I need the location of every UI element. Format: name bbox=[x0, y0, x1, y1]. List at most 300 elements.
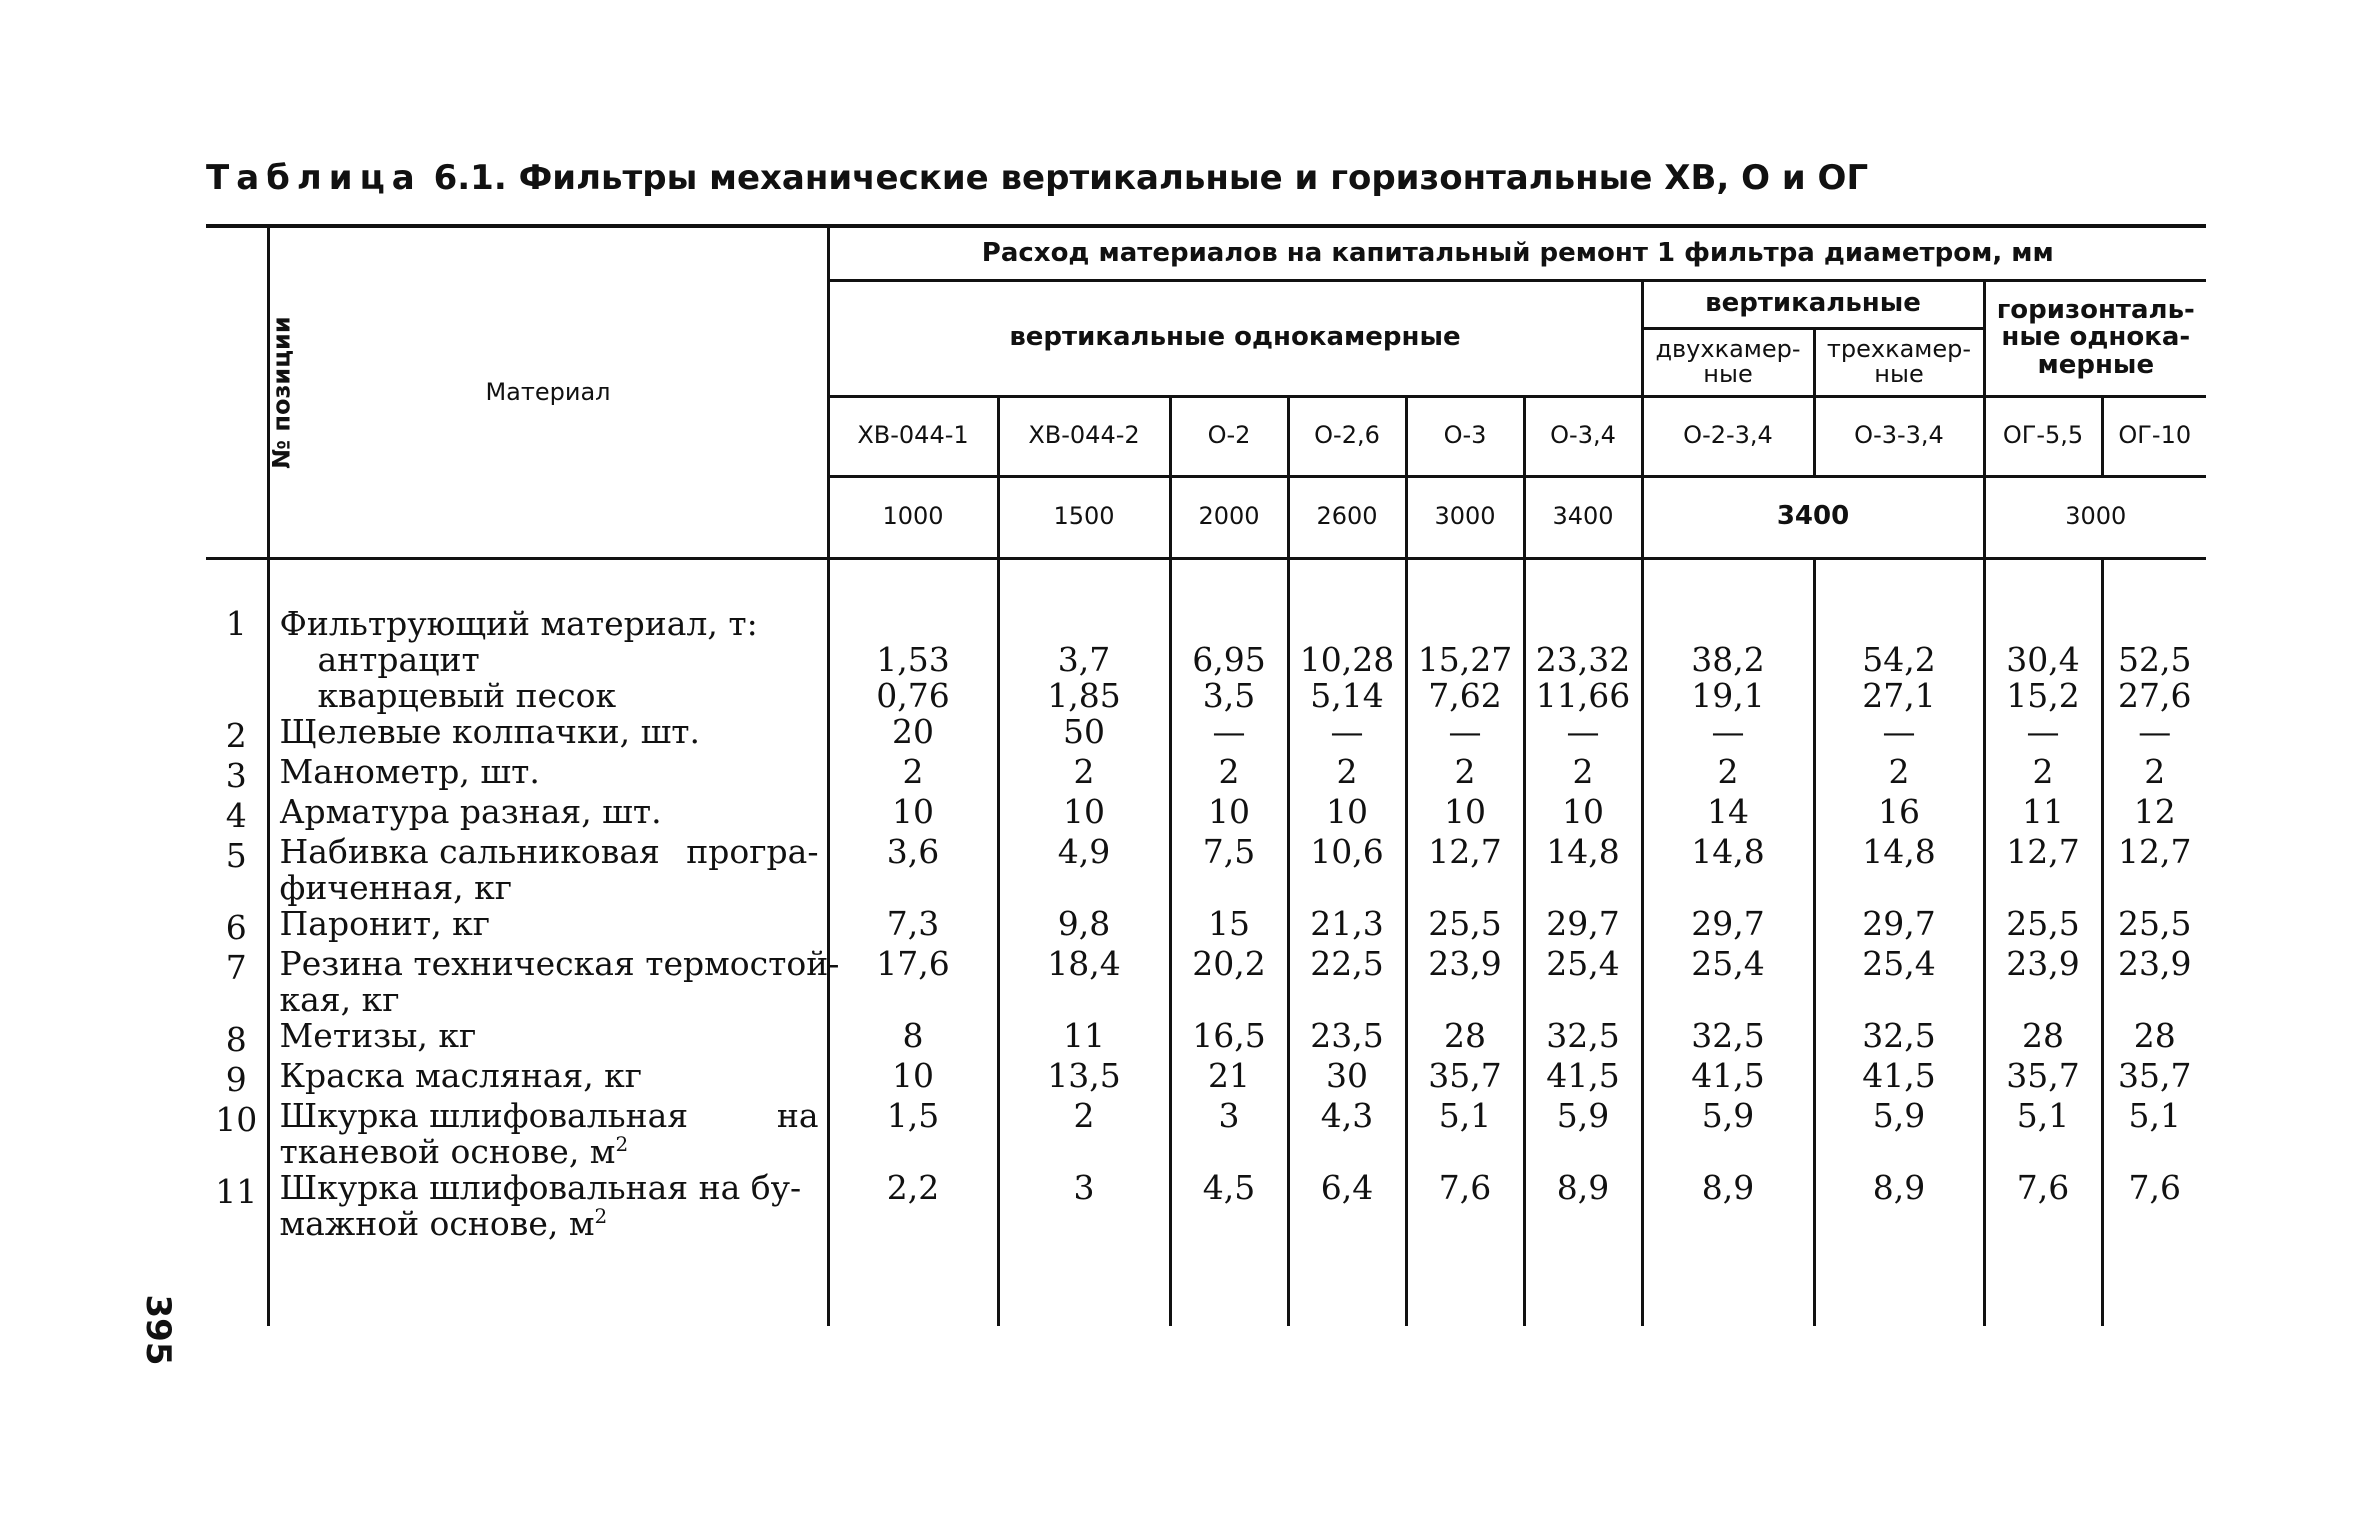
value-cell bbox=[1984, 558, 2102, 714]
value-cell bbox=[1814, 1167, 1984, 1242]
filler-row bbox=[206, 1242, 2206, 1326]
material-name-line1: Резина техническая термостой- bbox=[279, 943, 840, 983]
value-cell bbox=[2102, 831, 2206, 906]
value: 14,8 bbox=[1691, 831, 1765, 871]
material-name-part: фиченная, кг bbox=[279, 867, 513, 907]
value-cell bbox=[2102, 903, 2206, 946]
value: 7,6 bbox=[2128, 1167, 2182, 1207]
value: 27,1 bbox=[1862, 675, 1936, 715]
value-cell bbox=[1288, 1015, 1406, 1058]
value-cell bbox=[1642, 831, 1814, 906]
value: 21 bbox=[1208, 1055, 1250, 1095]
value-cell bbox=[1406, 943, 1524, 1018]
value-cell bbox=[998, 1167, 1170, 1242]
material-name-part: Шкурка шлифовальная bbox=[279, 1095, 689, 1135]
value-cell bbox=[1814, 711, 1984, 754]
value-cell bbox=[998, 1015, 1170, 1058]
value-cell bbox=[1288, 791, 1406, 834]
value: — bbox=[1882, 711, 1916, 751]
value: 25,5 bbox=[2006, 903, 2080, 943]
table-row bbox=[206, 906, 2206, 946]
table-row bbox=[206, 754, 2206, 794]
material-cell bbox=[268, 791, 828, 834]
three-chamber-header: трехкамер-ные bbox=[1814, 328, 1984, 396]
position-number: 11 bbox=[215, 1171, 258, 1211]
value: 5,1 bbox=[1438, 1095, 1492, 1135]
value: 4,5 bbox=[1202, 1167, 1256, 1207]
value: 19,1 bbox=[1691, 675, 1765, 715]
value: 32,5 bbox=[1546, 1015, 1620, 1055]
material-name-line1 bbox=[279, 831, 819, 871]
value-cell bbox=[1288, 943, 1406, 1018]
value-cell bbox=[828, 791, 998, 834]
value-cell bbox=[1524, 831, 1642, 906]
value-cell bbox=[1642, 751, 1814, 794]
value-cell bbox=[1814, 943, 1984, 1018]
value: 4,3 bbox=[1320, 1095, 1374, 1135]
value: 52,5 bbox=[2118, 639, 2192, 679]
material-cell bbox=[268, 903, 828, 946]
value: 14 bbox=[1707, 791, 1749, 831]
table-row bbox=[206, 558, 2206, 714]
value-cell bbox=[1406, 1167, 1524, 1242]
position-cell bbox=[206, 1170, 268, 1242]
value: 11 bbox=[2022, 791, 2064, 831]
material-name-part: мажной основе, м bbox=[279, 1203, 595, 1243]
horizontal-header: горизонталь-ные однока-мерные bbox=[1984, 280, 2206, 396]
value-cell bbox=[1288, 1055, 1406, 1098]
value: 5,14 bbox=[1310, 675, 1384, 715]
value: 18,4 bbox=[1047, 943, 1121, 983]
material-header bbox=[268, 226, 828, 558]
value: 29,7 bbox=[1691, 903, 1765, 943]
value-cell bbox=[998, 1095, 1170, 1170]
value-cell bbox=[2102, 1095, 2206, 1170]
position-number: 8 bbox=[225, 1019, 247, 1059]
empty-cell bbox=[1814, 1242, 1984, 1326]
value-cell bbox=[1170, 903, 1288, 946]
material-name-line2 bbox=[279, 979, 819, 1019]
value: 7,5 bbox=[1202, 831, 1256, 871]
value-cell bbox=[828, 831, 998, 906]
value-cell bbox=[1524, 903, 1642, 946]
position-cell bbox=[206, 714, 268, 754]
position-cell bbox=[206, 754, 268, 794]
value: 22,5 bbox=[1310, 943, 1384, 983]
value: 27,6 bbox=[2118, 675, 2192, 715]
value-cell bbox=[1984, 1095, 2102, 1170]
table-title-text: 6.1. Фильтры механические вертикальные и горизонтальные ХВ, О и ОГ bbox=[433, 158, 1869, 198]
value: 16 bbox=[1878, 791, 1920, 831]
value: 35,7 bbox=[2118, 1055, 2192, 1095]
diameter-header: 2000 bbox=[1170, 476, 1288, 558]
position-number: 9 bbox=[225, 1059, 247, 1099]
value-cell bbox=[2102, 1015, 2206, 1058]
value: 29,7 bbox=[1546, 903, 1620, 943]
position-cell bbox=[206, 1058, 268, 1098]
value: 32,5 bbox=[1862, 1015, 1936, 1055]
material-label: Материал bbox=[485, 377, 611, 406]
value-cell bbox=[1642, 711, 1814, 754]
value: 21,3 bbox=[1310, 903, 1384, 943]
value: 16,5 bbox=[1192, 1015, 1266, 1055]
value-cell bbox=[828, 1055, 998, 1098]
material-cell bbox=[268, 1167, 828, 1243]
value-cell bbox=[1406, 1095, 1524, 1170]
value: 12,7 bbox=[2118, 831, 2192, 871]
diameter-header: 3400 bbox=[1524, 476, 1642, 558]
diameter-header: 1500 bbox=[998, 476, 1170, 558]
value-cell bbox=[828, 943, 998, 1018]
value: 9,8 bbox=[1057, 903, 1111, 943]
value: 6,4 bbox=[1320, 1167, 1374, 1207]
material-name: Краска масляная, кг bbox=[279, 1055, 643, 1095]
consumption-header: Расход материалов на капитальный ремонт 1 фильтра диаметром, мм bbox=[828, 226, 2206, 280]
value: 41,5 bbox=[1862, 1055, 1936, 1095]
value: 14,8 bbox=[1546, 831, 1620, 871]
value-cell bbox=[1170, 1015, 1288, 1058]
value: 8 bbox=[902, 1015, 924, 1055]
value-cell bbox=[1984, 903, 2102, 946]
diameter-header: 3400 bbox=[1642, 476, 1984, 558]
position-cell bbox=[206, 794, 268, 834]
material-name-line1: Шкурка шлифовальная на бу- bbox=[279, 1167, 802, 1207]
material-name-part: Набивка сальниковая bbox=[279, 831, 660, 871]
material-cell bbox=[268, 751, 828, 794]
value: 10 bbox=[1208, 791, 1250, 831]
value: 7,62 bbox=[1428, 675, 1502, 715]
empty-cell bbox=[1288, 1242, 1406, 1326]
model-header: ХВ-044-2 bbox=[998, 396, 1170, 476]
value-cell bbox=[998, 943, 1170, 1018]
value: 10,6 bbox=[1310, 831, 1384, 871]
value: 5,1 bbox=[2016, 1095, 2070, 1135]
value: 20,2 bbox=[1192, 943, 1266, 983]
vertical-single-header: вертикальные однокамерные bbox=[828, 280, 1642, 396]
value-cell bbox=[1524, 711, 1642, 754]
position-cell bbox=[206, 558, 268, 714]
value-cell bbox=[1170, 791, 1288, 834]
value-cell bbox=[1642, 1015, 1814, 1058]
material-name: Метизы, кг bbox=[279, 1015, 477, 1055]
value: 28 bbox=[2022, 1015, 2064, 1055]
value-cell bbox=[1288, 1095, 1406, 1170]
value: 2 bbox=[1888, 751, 1910, 791]
value-cell bbox=[1288, 1167, 1406, 1242]
value-cell bbox=[1524, 791, 1642, 834]
table-row bbox=[206, 1170, 2206, 1242]
material-name: Паронит, кг bbox=[279, 903, 491, 943]
value-cell bbox=[2102, 711, 2206, 754]
position-header bbox=[206, 226, 296, 558]
value-cell bbox=[2102, 558, 2206, 714]
material-subitem: антрацит bbox=[317, 639, 480, 679]
value: — bbox=[1330, 711, 1364, 751]
value-cell bbox=[1170, 831, 1288, 906]
value: 2 bbox=[902, 751, 924, 791]
value-cell bbox=[1288, 903, 1406, 946]
material-name-line2 bbox=[279, 1131, 819, 1171]
empty-cell bbox=[1406, 1242, 1524, 1326]
value: 25,4 bbox=[1862, 943, 1936, 983]
value: 38,2 bbox=[1691, 639, 1765, 679]
table-row bbox=[206, 1018, 2206, 1058]
model-header: О-3,4 bbox=[1524, 396, 1642, 476]
value-cell bbox=[998, 831, 1170, 906]
value-cell bbox=[828, 903, 998, 946]
value-cell bbox=[998, 711, 1170, 754]
value: 10 bbox=[892, 791, 934, 831]
value-cell bbox=[1814, 751, 1984, 794]
value: 5,1 bbox=[2128, 1095, 2182, 1135]
value-cell bbox=[998, 903, 1170, 946]
value: 3 bbox=[1218, 1095, 1240, 1135]
value: 25,4 bbox=[1691, 943, 1765, 983]
value: 23,9 bbox=[2118, 943, 2192, 983]
vertical-header: вертикальные bbox=[1642, 280, 1984, 328]
value: 4,9 bbox=[1057, 831, 1111, 871]
value: 10 bbox=[1562, 791, 1604, 831]
material-subitem: кварцевый песок bbox=[317, 675, 617, 715]
value: 2 bbox=[1218, 751, 1240, 791]
value: — bbox=[2026, 711, 2060, 751]
value: 5,9 bbox=[1556, 1095, 1610, 1135]
value-cell bbox=[1984, 1167, 2102, 1242]
value: 2 bbox=[1073, 1095, 1095, 1135]
material-name-part: кая, кг bbox=[279, 979, 400, 1019]
value-cell bbox=[1814, 1015, 1984, 1058]
value-cell bbox=[1814, 558, 1984, 714]
value: 23,9 bbox=[1428, 943, 1502, 983]
value: 25,5 bbox=[2118, 903, 2192, 943]
value: 7,6 bbox=[2016, 1167, 2070, 1207]
position-number: 7 bbox=[225, 947, 247, 987]
value-cell bbox=[1406, 1015, 1524, 1058]
value-cell bbox=[1642, 1055, 1814, 1098]
value-cell bbox=[828, 711, 998, 754]
value: 17,6 bbox=[876, 943, 950, 983]
material-name-part: на bbox=[776, 1095, 819, 1135]
table-filler bbox=[206, 1242, 2206, 1326]
value: 28 bbox=[2133, 1015, 2176, 1055]
table-header bbox=[206, 226, 2206, 558]
table-title bbox=[206, 158, 1868, 198]
value-cell bbox=[828, 1095, 998, 1170]
value-cell bbox=[1524, 751, 1642, 794]
model-header: О-3 bbox=[1406, 396, 1524, 476]
value-cell bbox=[828, 751, 998, 794]
value: 35,7 bbox=[2006, 1055, 2080, 1095]
position-number: 4 bbox=[225, 795, 247, 835]
value-cell bbox=[1984, 831, 2102, 906]
position-number: 5 bbox=[225, 835, 247, 875]
position-label: № позиции bbox=[267, 316, 296, 469]
value: 8,9 bbox=[1701, 1167, 1755, 1207]
value: 5,9 bbox=[1872, 1095, 1926, 1135]
position-number: 2 bbox=[225, 715, 247, 755]
value: 1,85 bbox=[1047, 675, 1121, 715]
value-cell bbox=[1984, 711, 2102, 754]
value: — bbox=[1566, 711, 1600, 751]
value-cell bbox=[1984, 943, 2102, 1018]
value-cell bbox=[1170, 711, 1288, 754]
value-cell bbox=[1406, 831, 1524, 906]
value: 2 bbox=[1572, 751, 1594, 791]
value-cell bbox=[1170, 1167, 1288, 1242]
value-cell bbox=[1642, 1095, 1814, 1170]
value: 10 bbox=[892, 1055, 934, 1095]
value: 7,3 bbox=[886, 903, 940, 943]
model-header: О-2,6 bbox=[1288, 396, 1406, 476]
value: 32,5 bbox=[1691, 1015, 1765, 1055]
value-cell bbox=[1642, 558, 1814, 714]
value: 10 bbox=[1326, 791, 1368, 831]
value: 28 bbox=[1444, 1015, 1486, 1055]
material-name: Щелевые колпачки, шт. bbox=[279, 711, 701, 751]
value: 2 bbox=[2144, 751, 2166, 791]
value: 25,4 bbox=[1546, 943, 1620, 983]
value: 12,7 bbox=[1428, 831, 1502, 871]
material-cell bbox=[268, 1015, 828, 1058]
value: 11,66 bbox=[1535, 675, 1631, 715]
material-name: Фильтрующий материал, т: bbox=[279, 603, 758, 643]
value: — bbox=[1711, 711, 1745, 751]
value-cell bbox=[2102, 751, 2206, 794]
material-cell bbox=[268, 1095, 828, 1171]
table-row bbox=[206, 714, 2206, 754]
table-row bbox=[206, 1058, 2206, 1098]
value: 5,9 bbox=[1701, 1095, 1755, 1135]
value: 10 bbox=[1444, 791, 1486, 831]
table-body-rows bbox=[206, 711, 2206, 1243]
model-header: ХВ-044-1 bbox=[828, 396, 998, 476]
model-header: О-2-3,4 bbox=[1642, 396, 1814, 476]
value-cell bbox=[1642, 1167, 1814, 1242]
value-cell bbox=[1814, 831, 1984, 906]
material-name: Арматура разная, шт. bbox=[279, 791, 662, 831]
value-cell bbox=[828, 558, 998, 714]
material-cell bbox=[268, 831, 828, 907]
value: 30 bbox=[1326, 1055, 1368, 1095]
value-cell bbox=[1524, 943, 1642, 1018]
table-row bbox=[206, 834, 2206, 906]
position-number: 6 bbox=[225, 907, 247, 947]
value-cell bbox=[1524, 1167, 1642, 1242]
value: 8,9 bbox=[1872, 1167, 1926, 1207]
value-cell bbox=[1170, 1055, 1288, 1098]
diameter-header: 3000 bbox=[1984, 476, 2206, 558]
material-name-line2 bbox=[279, 1203, 819, 1243]
value-cell bbox=[998, 791, 1170, 834]
value: 12,7 bbox=[2006, 831, 2080, 871]
value: 30,4 bbox=[2006, 639, 2080, 679]
table-body bbox=[206, 558, 2206, 714]
model-header: О-3-3,4 bbox=[1814, 396, 1984, 476]
value-cell bbox=[1524, 558, 1642, 714]
value: 35,7 bbox=[1428, 1055, 1502, 1095]
value-cell bbox=[998, 751, 1170, 794]
value-cell bbox=[1406, 903, 1524, 946]
material-name-line1 bbox=[279, 1095, 819, 1135]
model-header: О-2 bbox=[1170, 396, 1288, 476]
value: 2 bbox=[2032, 751, 2054, 791]
empty-cell bbox=[1984, 1242, 2102, 1326]
value-cell bbox=[1984, 1055, 2102, 1098]
value-cell bbox=[1288, 831, 1406, 906]
value: 10,28 bbox=[1299, 639, 1395, 679]
value: 13,5 bbox=[1047, 1055, 1121, 1095]
value: 3,7 bbox=[1057, 639, 1111, 679]
value-cell bbox=[1524, 1055, 1642, 1098]
value-cell bbox=[1288, 751, 1406, 794]
material-cell bbox=[268, 1055, 828, 1098]
filters-table bbox=[206, 224, 2206, 1326]
value: 2 bbox=[1454, 751, 1476, 791]
empty-cell bbox=[1524, 1242, 1642, 1326]
position-cell bbox=[206, 1018, 268, 1058]
empty-cell bbox=[1642, 1242, 1814, 1326]
value-cell bbox=[828, 1015, 998, 1058]
value-cell bbox=[1406, 558, 1524, 714]
value: 23,5 bbox=[1310, 1015, 1384, 1055]
value: — bbox=[2138, 711, 2172, 751]
diameter-header: 1000 bbox=[828, 476, 998, 558]
material-name-part: програ- bbox=[686, 831, 819, 871]
position-cell bbox=[206, 906, 268, 946]
value: 6,95 bbox=[1192, 639, 1266, 679]
value-cell bbox=[1524, 1095, 1642, 1170]
value: 23,32 bbox=[1535, 639, 1631, 679]
value-cell bbox=[1406, 1055, 1524, 1098]
position-cell bbox=[206, 834, 268, 906]
value: 23,9 bbox=[2006, 943, 2080, 983]
position-cell bbox=[206, 946, 268, 1018]
value-cell bbox=[1170, 751, 1288, 794]
value: 50 bbox=[1063, 711, 1105, 751]
material-name: Манометр, шт. bbox=[279, 751, 540, 791]
value-cell bbox=[2102, 1055, 2206, 1098]
value: 15 bbox=[1208, 903, 1250, 943]
value: 15,2 bbox=[2006, 675, 2080, 715]
value-cell bbox=[1524, 1015, 1642, 1058]
empty-cell bbox=[206, 1242, 268, 1326]
value: 2 bbox=[1073, 751, 1095, 791]
position-number: 3 bbox=[225, 755, 247, 795]
value: — bbox=[1448, 711, 1482, 751]
value-cell bbox=[828, 1167, 998, 1242]
value: 20 bbox=[892, 711, 934, 751]
position-cell bbox=[206, 1098, 268, 1170]
value-cell bbox=[1288, 558, 1406, 714]
value-cell bbox=[1984, 1015, 2102, 1058]
value-cell bbox=[1642, 791, 1814, 834]
value-cell bbox=[1984, 791, 2102, 834]
value: 41,5 bbox=[1546, 1055, 1620, 1095]
diameter-header: 2600 bbox=[1288, 476, 1406, 558]
position-number: 10 bbox=[215, 1099, 258, 1139]
value: 11 bbox=[1063, 1015, 1105, 1055]
value-cell bbox=[1814, 1095, 1984, 1170]
value: 25,5 bbox=[1428, 903, 1502, 943]
empty-cell bbox=[998, 1242, 1170, 1326]
value-cell bbox=[1984, 751, 2102, 794]
value-cell bbox=[1170, 1095, 1288, 1170]
table-row bbox=[206, 1098, 2206, 1170]
value: 54,2 bbox=[1862, 639, 1936, 679]
value: 1,5 bbox=[886, 1095, 940, 1135]
value: 41,5 bbox=[1691, 1055, 1765, 1095]
table-title-prefix: Таблица bbox=[206, 158, 422, 198]
